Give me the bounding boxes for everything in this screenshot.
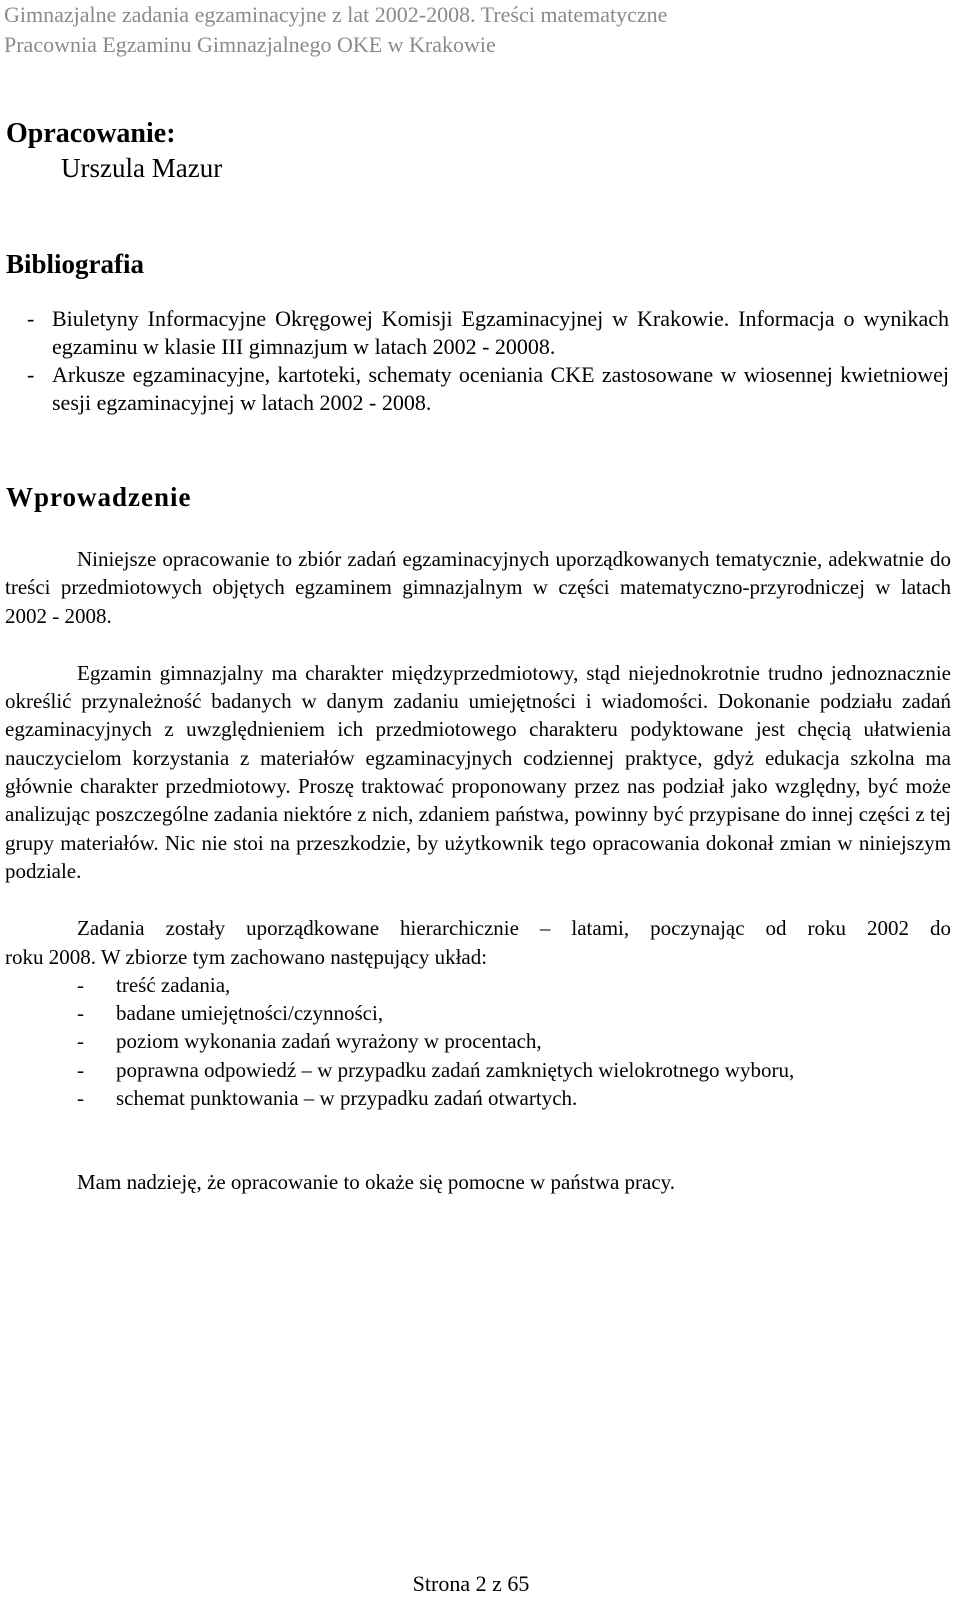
bibliography-item	[27, 361, 949, 417]
bibliography-heading: Bibliografia	[6, 249, 145, 279]
header-organization: Pracownia Egzaminu Gimnazjalnego OKE w Krakowie	[4, 32, 496, 57]
list-dash: -	[27, 362, 35, 387]
layout-list-item	[5, 1027, 951, 1055]
bibliography-list	[27, 305, 949, 417]
page-number: Strona 2 z 65	[412, 1571, 530, 1596]
layout-list-item	[5, 971, 951, 999]
page-header	[4, 0, 954, 60]
layout-list	[5, 971, 951, 1112]
list-dash: -	[77, 1001, 84, 1026]
layout-item-text: treść zadania,	[116, 972, 231, 997]
header-document-title: Gimnazjalne zadania egzaminacyjne z lat 2002-2008. Treści matematyczne	[4, 2, 668, 27]
list-dash: -	[77, 972, 84, 997]
list-dash: -	[77, 1057, 84, 1082]
author-block	[6, 117, 946, 185]
bibliography-item-text: Biuletyny Informacyjne Okręgowej Komisji Egzaminacyjnej w Krakowie. Informacja o wynikach egzaminu w klasie III gimnazjum w latach 2002 - 20008.	[52, 306, 949, 359]
page-footer	[0, 1570, 960, 1598]
layout-item-text: poprawna odpowiedź – w przypadku zadań zamkniętych wielokrotnego wyboru,	[116, 1057, 795, 1082]
introduction-paragraph-1: Niniejsze opracowanie to zbiór zadań egzaminacyjnych uporządkowanych tematycznie, adekwatnie do treści przedmiotowych objętych egzaminem gimnazjalnym w części matematyczno-przyrodniczej w latach 2002 - 2008.	[5, 547, 951, 628]
author-label: Opracowanie:	[6, 118, 176, 149]
layout-item-text: schemat punktowania – w przypadku zadań otwartych.	[116, 1086, 578, 1111]
bibliography-item	[27, 305, 949, 361]
author-name: Urszula Mazur	[61, 153, 223, 183]
layout-list-item	[5, 1084, 951, 1112]
layout-item-text: badane umiejętności/czynności,	[116, 1001, 384, 1026]
list-dash: -	[77, 1029, 84, 1054]
closing-sentence: Mam nadzieję, że opracowanie to okaże się pomocne w państwa pracy.	[77, 1170, 676, 1195]
bibliography-item-text: Arkusze egzaminacyjne, kartoteki, schematy oceniania CKE zastosowane w wiosennej kwietniowej sesji egzaminacyjnej w latach 2002 - 2008.	[52, 362, 949, 415]
layout-list-item	[5, 1056, 951, 1084]
layout-item-text: poziom wykonania zadań wyrażony w procentach,	[116, 1029, 542, 1054]
list-dash: -	[77, 1086, 84, 1111]
list-dash: -	[27, 306, 35, 331]
paragraph-3-tail: roku 2008. W zbiorze tym zachowano następujący układ:	[5, 944, 488, 969]
introduction-paragraph-2: Egzamin gimnazjalny ma charakter międzyprzedmiotowy, stąd niejednokrotnie trudno jednoznacznie określić przynależność badanych w danym zadaniu umiejętności i wiadomości. Dokonanie podziału zadań egzaminacyjnych z uwzględnieniem ich przedmiotowego charakteru podyktowane jest chęcią ułatwienia nauczycielom korzystania z materiałów egzaminacyjnych codziennej praktyce, gdyż edukacja szkolna ma głównie charakter przedmiotowy. Proszę traktować proponowany przez nas podział jako względny, być może analizując poszczególne zadania niektóre z nich, zdaniem państwa, powinny być przypisane do innej części z tej grupy materiałów. Nic nie stoi na przeszkodzie, by użytkownik tego opracowania dokonał zmian w niniejszym podziale.	[5, 660, 951, 883]
introduction-body	[5, 545, 951, 1197]
introduction-heading: Wprowadzenie	[6, 482, 192, 512]
paragraph-3-lead: Zadania zostały uporządkowane hierarchicznie – latami, poczynając od roku 2002 do	[77, 916, 951, 941]
introduction-paragraph-3	[5, 914, 951, 971]
layout-list-item	[5, 999, 951, 1027]
